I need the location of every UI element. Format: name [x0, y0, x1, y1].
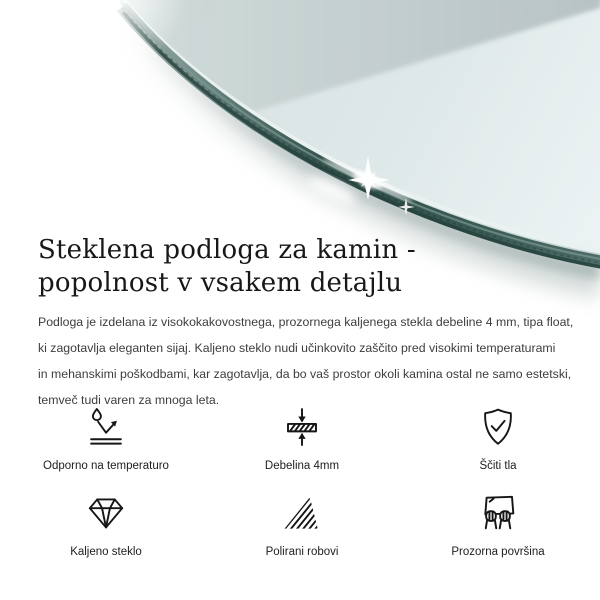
feature-heat-resistance — [8, 406, 204, 473]
description-line: temveč tudi varen za mnoga leta. — [38, 393, 220, 407]
feature-label: Odporno na temperaturo — [43, 460, 169, 472]
page-title-line1: Steklena podloga za kamin - — [38, 235, 416, 265]
feature-label: Ščiti tla — [479, 460, 517, 472]
feature-transparent-surface — [400, 492, 596, 559]
feature-label: Kaljeno steklo — [70, 546, 142, 558]
feature-label: Polirani robovi — [265, 546, 339, 558]
feature-floor-protection — [400, 406, 596, 473]
feature-label: Prozorna površina — [451, 546, 545, 558]
feature-thickness — [204, 406, 400, 473]
feature-grid — [8, 406, 596, 559]
page-title — [38, 234, 598, 300]
polished-edges-icon — [281, 492, 323, 534]
feature-tempered-glass — [8, 492, 204, 559]
description-line: in mehanskimi poškodbami, kar zagotavlja, da bo vaš prostor okoli kamina ostal ne samo estetski, — [38, 367, 572, 381]
product-text-block — [38, 234, 598, 413]
description-line: ki zagotavlja eleganten sijaj. Kaljeno steklo nudi učinkovito zaščito pred visokimi temperaturami — [38, 341, 556, 355]
shield-check-icon — [477, 406, 519, 448]
hands-holding-glass-icon — [477, 492, 519, 534]
diamond-icon — [85, 492, 127, 534]
feature-label: Debelina 4mm — [264, 460, 340, 472]
thickness-icon — [281, 406, 323, 448]
page-title-line2: popolnost v vsakem detajlu — [38, 268, 403, 298]
feature-polished-edges — [204, 492, 400, 559]
description-line: Podloga je izdelana iz visokokakovostnega, prozornega kaljenega stekla debeline 4 mm, tipa float, — [38, 315, 574, 329]
heat-resistance-icon — [85, 406, 127, 448]
product-description — [38, 309, 598, 413]
